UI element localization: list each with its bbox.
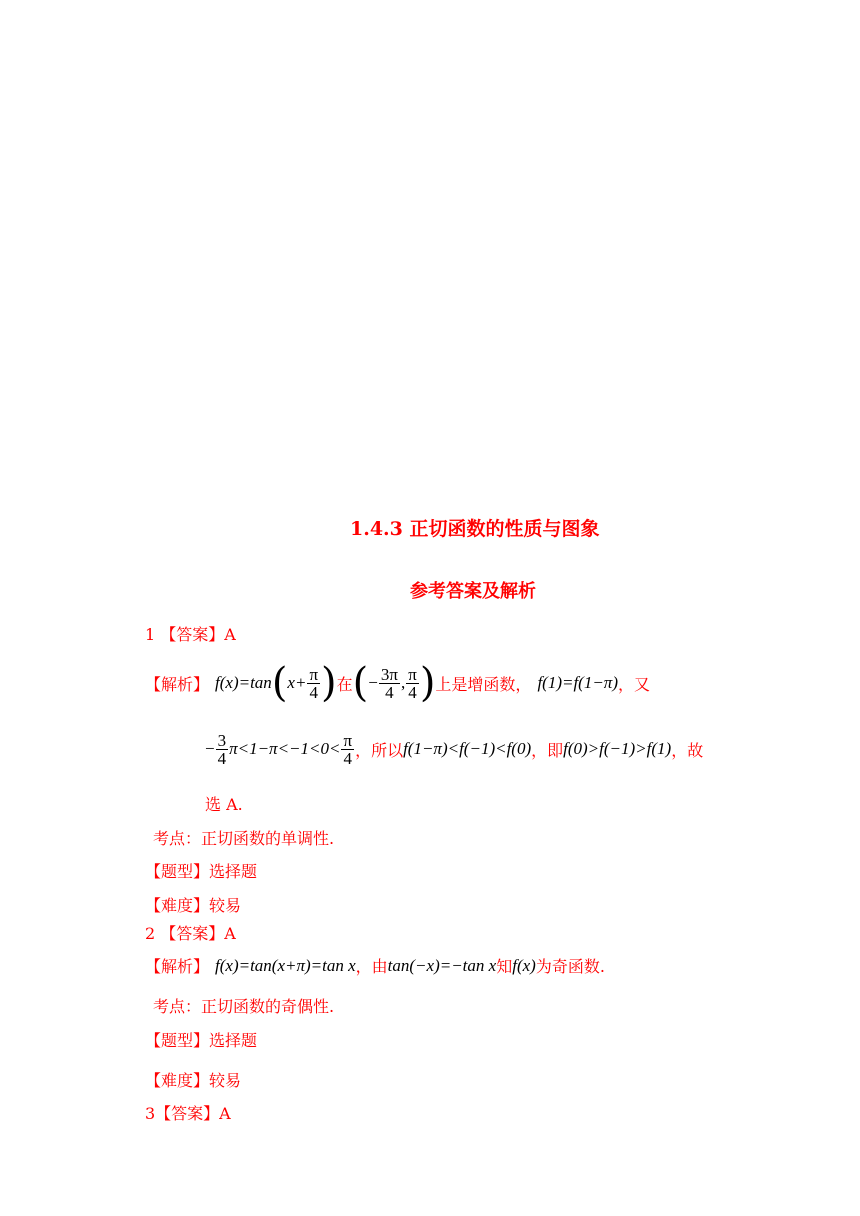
fraction-3pi-over-4: $\frac{3\pi}{4}$ xyxy=(380,664,398,702)
fraction-pi-over-4c: $\frac{\pi}{4}$ xyxy=(343,730,353,768)
left-paren: ( xyxy=(271,660,288,706)
word-gu: ，故 xyxy=(671,740,704,760)
minus-sign-2: − xyxy=(205,739,215,758)
q1-nandu: 【难度】较易 xyxy=(145,896,242,915)
math-chain-1: f(1−π)<f(−1)<f(0) xyxy=(403,739,532,758)
fraction-pi-over-4: $\frac{\pi}{4}$ xyxy=(309,664,319,702)
q1-choose: 选 A. xyxy=(205,795,243,814)
word-you: ，又 xyxy=(618,674,651,694)
q2-tixing: 【题型】选择题 xyxy=(145,1031,258,1050)
interval-right-paren: ) xyxy=(419,660,436,706)
q1-tixing: 【题型】选择题 xyxy=(145,862,258,881)
math-fx: f(x) xyxy=(512,955,536,975)
analysis-label: 【解析】 xyxy=(145,674,210,694)
q2-answer: 2 【答案】A xyxy=(145,924,236,943)
q1-analysis-line xyxy=(145,660,650,706)
word-ji: ，即 xyxy=(531,740,564,760)
math-fx-tan-shift: f(x)=tan(x+π)=tan x xyxy=(215,955,356,975)
math-inequality: π<1−π<−1<0< xyxy=(229,739,341,758)
fraction-3-over-4: $\frac{3}{4}$ xyxy=(217,730,227,768)
word-odd-function: 为奇函数. xyxy=(535,957,605,976)
math-fx-tan: f(x)=tan xyxy=(215,673,272,692)
word-increasing: 上是增函数， xyxy=(435,674,532,694)
comma: , xyxy=(400,673,406,692)
q1-answer: 1 【答案】A xyxy=(145,625,236,644)
word-zai: 在 xyxy=(336,674,353,694)
q1-kaodian: 考点：正切函数的单调性. xyxy=(153,829,335,848)
right-paren: ) xyxy=(321,660,337,706)
math-tan-odd: tan(−x)=−tan x xyxy=(387,955,497,975)
page-subtitle: 参考答案及解析 xyxy=(410,581,536,602)
page-title: 1.4.3 正切函数的性质与图象 xyxy=(350,518,600,540)
analysis-label: 【解析】 xyxy=(145,957,210,976)
fraction-pi-over-4b: $\frac{\pi}{4}$ xyxy=(408,664,417,702)
word-zhi: 知 xyxy=(496,957,513,976)
math-f1-equality: f(1)=f(1−π) xyxy=(537,673,618,692)
math-arg: x+ xyxy=(287,673,307,692)
word-you: ，由 xyxy=(355,957,388,976)
interval-left-paren: ( xyxy=(352,660,369,706)
minus-sign: − xyxy=(368,673,378,692)
q3-answer: 3【答案】A xyxy=(145,1104,231,1123)
q1-inequality-line xyxy=(205,726,703,772)
math-chain-2: f(0)>f(−1)>f(1) xyxy=(563,739,672,758)
word-suoyi: ，所以 xyxy=(355,740,404,760)
q2-analysis-line xyxy=(145,954,605,977)
q2-kaodian: 考点：正切函数的奇偶性. xyxy=(153,997,335,1016)
q2-nandu: 【难度】较易 xyxy=(145,1071,242,1090)
